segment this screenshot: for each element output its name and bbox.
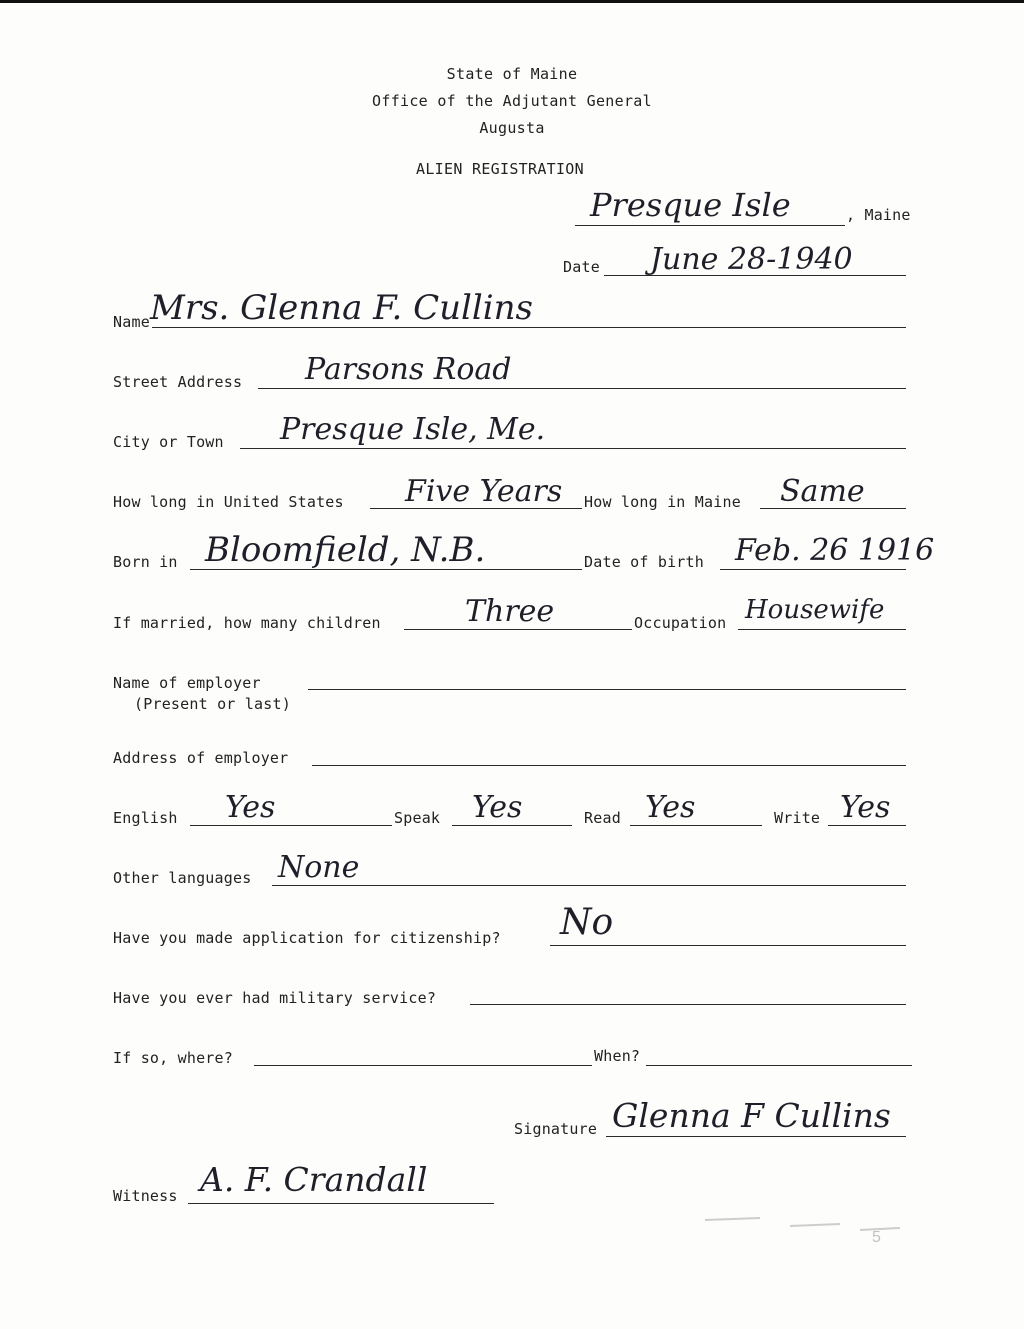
- dob-value: Feb. 26 1916: [735, 533, 935, 568]
- speak-value: Yes: [472, 790, 523, 825]
- maine-years-value: Same: [780, 474, 865, 509]
- us-years-label: How long in United States: [113, 493, 344, 511]
- children-line: [404, 629, 632, 630]
- read-value: Yes: [645, 790, 696, 825]
- svg-text:5: 5: [872, 1229, 881, 1246]
- employer-address-line: [312, 765, 906, 766]
- read-line: [630, 825, 762, 826]
- form-title: ALIEN REGISTRATION: [416, 160, 584, 178]
- street-value: Parsons Road: [305, 352, 512, 387]
- city-line: [240, 448, 906, 449]
- military-line: [470, 1004, 906, 1005]
- speak-line: [452, 825, 572, 826]
- employer-address-label: Address of employer: [113, 749, 289, 767]
- other-languages-line: [272, 885, 906, 886]
- header-city: Augusta: [479, 119, 545, 137]
- street-label: Street Address: [113, 373, 243, 391]
- date-label: Date: [563, 258, 600, 276]
- occupation-value: Housewife: [745, 595, 885, 625]
- street-line: [258, 388, 906, 389]
- citizenship-line: [550, 945, 906, 946]
- write-line: [828, 825, 906, 826]
- when-line: [646, 1065, 912, 1066]
- witness-line: [188, 1203, 494, 1204]
- where-line: [254, 1065, 592, 1066]
- english-label: English: [113, 809, 178, 827]
- city-label: City or Town: [113, 433, 224, 451]
- place-suffix: , Maine: [846, 206, 911, 224]
- us-years-value: Five Years: [405, 474, 563, 509]
- date-value: June 28-1940: [650, 242, 853, 277]
- children-value: Three: [465, 594, 555, 629]
- place-line: [575, 225, 845, 226]
- place-value: Presque Isle: [590, 186, 791, 224]
- signature-line: [606, 1136, 906, 1137]
- other-languages-label: Other languages: [113, 869, 252, 887]
- other-languages-value: None: [278, 850, 360, 885]
- write-label: Write: [774, 809, 821, 827]
- header-office: Office of the Adjutant General: [372, 92, 652, 110]
- born-in-label: Born in: [113, 553, 178, 571]
- citizenship-label: Have you made application for citizenship?: [113, 929, 501, 947]
- children-label: If married, how many children: [113, 614, 381, 632]
- read-label: Read: [584, 809, 621, 827]
- occupation-label: Occupation: [634, 614, 727, 632]
- speak-label: Speak: [394, 809, 441, 827]
- citizenship-value: No: [560, 902, 614, 943]
- faded-stamp-icon: [700, 1208, 960, 1248]
- occupation-line: [738, 629, 906, 630]
- write-value: Yes: [840, 790, 891, 825]
- when-label: When?: [594, 1047, 641, 1065]
- signature-value: Glenna F Cullins: [612, 1096, 891, 1135]
- employer-name-sublabel: (Present or last): [134, 695, 291, 713]
- header-state: State of Maine: [446, 65, 578, 83]
- where-label: If so, where?: [113, 1049, 233, 1067]
- name-label: Name: [113, 313, 150, 331]
- maine-years-label: How long in Maine: [584, 493, 741, 511]
- dob-line: [720, 569, 906, 570]
- name-value: Mrs. Glenna F. Cullins: [150, 288, 533, 328]
- witness-label: Witness: [113, 1187, 178, 1205]
- employer-name-line: [308, 689, 906, 690]
- city-value: Presque Isle, Me.: [280, 412, 546, 447]
- dob-label: Date of birth: [584, 553, 704, 571]
- employer-name-label: Name of employer: [113, 674, 261, 692]
- military-label: Have you ever had military service?: [113, 989, 437, 1007]
- witness-value: A. F. Crandall: [200, 1160, 428, 1199]
- born-in-value: Bloomfield, N.B.: [205, 530, 486, 570]
- english-value: Yes: [225, 790, 276, 825]
- signature-label: Signature: [514, 1120, 598, 1138]
- english-line: [190, 825, 392, 826]
